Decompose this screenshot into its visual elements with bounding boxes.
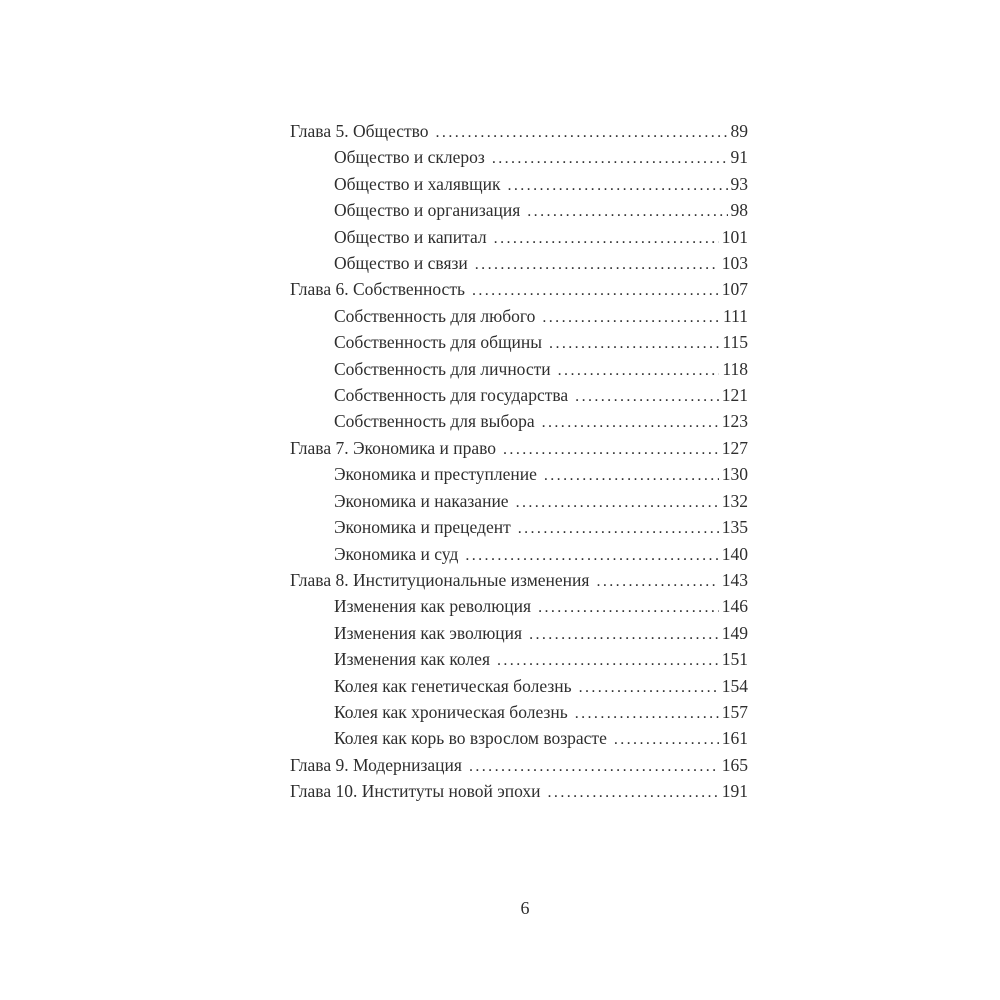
toc-entry-page-number: 103 [721,253,748,274]
toc-entry [290,225,748,251]
toc-entry [290,594,748,620]
toc-entry [290,277,748,303]
dot-leader [494,225,719,251]
dot-leader [518,515,719,541]
toc-entry-page-number: 123 [721,411,748,432]
toc-entry [290,383,748,409]
dot-leader [529,621,719,647]
toc-entry-label: Общество и склероз [334,147,485,168]
toc-entry-label: Глава 7. Экономика и право [290,437,497,458]
dot-leader [503,436,719,462]
toc-entry-page-number: 127 [721,437,748,458]
dot-leader [507,172,727,198]
toc-entry [290,647,748,673]
toc-entry-label: Общество и халявщик [334,173,501,194]
dot-leader [614,726,719,752]
toc-entry-label: Глава 6. Собственность [290,279,465,300]
dot-leader [436,119,728,145]
dot-leader [575,700,719,726]
toc-entry-label: Глава 5. Общество [290,121,429,141]
toc-entry [290,172,748,198]
table-of-contents [290,119,748,806]
toc-entry-page-number: 130 [721,464,748,485]
toc-entry [290,409,748,435]
toc-entry-page-number: 132 [721,490,748,511]
toc-entry-page-number: 140 [721,543,748,564]
toc-entry-label: Изменения как революция [334,596,532,617]
toc-entry-page-number: 89 [730,121,748,141]
page-number: 6 [520,898,530,918]
dot-leader [527,198,727,224]
toc-entry-label: Экономика и наказание [334,490,509,511]
dot-leader [549,330,719,356]
toc-entry [290,330,748,356]
dot-leader [465,542,718,568]
dot-leader [538,594,719,620]
dot-leader [497,647,719,673]
toc-entry [290,726,748,752]
toc-entry-page-number: 93 [730,173,748,194]
toc-entry-page-number: 157 [721,701,748,722]
toc-entry-page-number: 91 [730,147,748,168]
toc-entry-page-number: 191 [721,781,748,802]
toc-entry-page-number: 149 [721,622,748,643]
toc-entry [290,515,748,541]
toc-entry-page-number: 146 [721,596,748,617]
toc-entry-label: Общество и связи [334,253,468,274]
toc-entry [290,198,748,224]
toc-entry-label: Колея как корь во взрослом возрасте [334,728,607,749]
toc-entry-page-number: 121 [721,385,748,406]
dot-leader [542,409,719,435]
toc-entry-page-number: 111 [723,305,748,326]
toc-entry [290,568,748,594]
toc-entry-label: Глава 9. Модернизация [290,754,462,775]
toc-entry-label: Общество и организация [334,200,521,221]
toc-entry-label: Собственность для выбора [334,411,535,432]
dot-leader [472,277,719,303]
toc-entry-page-number: 101 [721,226,748,247]
toc-entry [290,462,748,488]
toc-entry-label: Колея как генетическая болезнь [334,675,572,696]
toc-entry-label: Изменения как эволюция [334,622,523,643]
toc-entry [290,304,748,330]
dot-leader [544,462,719,488]
toc-entry [290,779,748,805]
dot-leader [475,251,719,277]
toc-entry-label: Экономика и суд [334,543,459,564]
toc-entry-page-number: 143 [721,569,748,590]
toc-entry [290,674,748,700]
toc-entry [290,119,748,145]
toc-entry-page-number: 118 [722,358,748,379]
toc-entry [290,542,748,568]
dot-leader [575,383,719,409]
toc-entry [290,357,748,383]
toc-entry-label: Глава 8. Институциональные изменения [290,569,590,590]
toc-entry-label: Собственность для личности [334,358,551,379]
toc-entry-label: Общество и капитал [334,226,487,247]
toc-entry-label: Изменения как колея [334,649,490,670]
toc-entry [290,700,748,726]
toc-entry [290,145,748,171]
toc-entry [290,621,748,647]
toc-entry-page-number: 151 [721,649,748,670]
toc-entry [290,436,748,462]
toc-entry-page-number: 135 [721,517,748,538]
toc-entry [290,489,748,515]
toc-entry-page-number: 161 [721,728,748,749]
toc-entry-page-number: 165 [721,754,748,775]
dot-leader [596,568,718,594]
toc-entry-page-number: 107 [721,279,748,300]
dot-leader [548,779,719,805]
toc-entry-page-number: 98 [730,200,748,221]
dot-leader [558,357,720,383]
toc-entry-page-number: 154 [721,675,748,696]
dot-leader [542,304,720,330]
toc-entry-label: Глава 10. Институты новой эпохи [290,781,541,802]
dot-leader [516,489,719,515]
toc-entry-label: Собственность для государства [334,385,569,406]
toc-entry-label: Собственность для общины [334,332,543,353]
toc-entry-label: Колея как хроническая болезнь [334,701,568,722]
toc-entry [290,251,748,277]
dot-leader [469,753,719,779]
toc-entry-label: Собственность для любого [334,305,536,326]
toc-entry-label: Экономика и преступление [334,464,537,485]
dot-leader [579,674,719,700]
toc-entry-page-number: 115 [722,332,748,353]
toc-entry [290,753,748,779]
toc-entry-label: Экономика и прецедент [334,517,511,538]
dot-leader [492,145,728,171]
